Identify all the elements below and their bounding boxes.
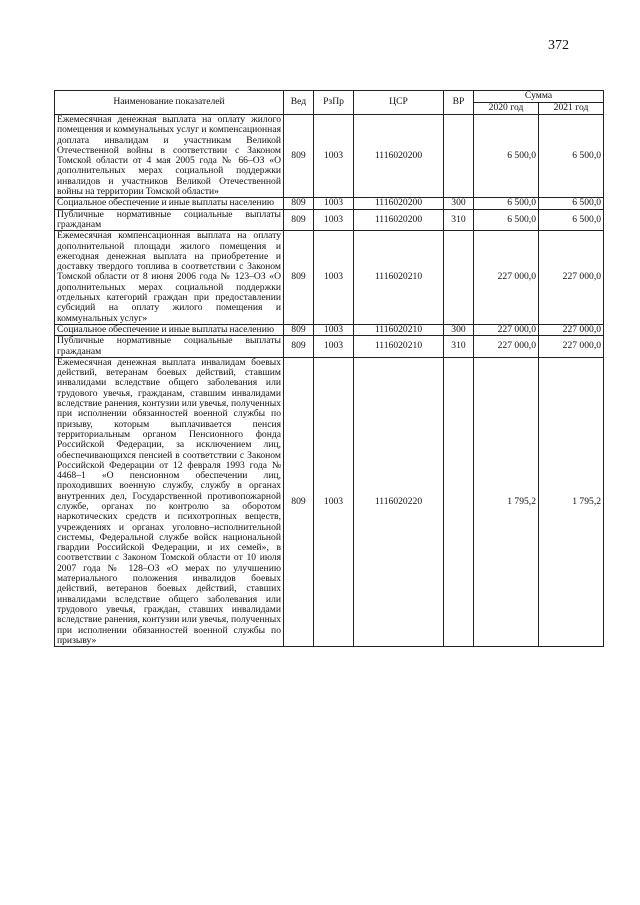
row-ved: 809 [284, 231, 314, 325]
row-rzpr: 1003 [314, 324, 354, 335]
header-ved: Вед [284, 91, 314, 115]
row-vr: 300 [444, 324, 474, 335]
row-ved: 809 [284, 336, 314, 358]
row-sum-2021: 6 500,0 [539, 209, 604, 231]
row-sum-2020: 227 000,0 [474, 231, 539, 325]
row-sum-2020: 227 000,0 [474, 336, 539, 358]
row-sum-2020: 6 500,0 [474, 198, 539, 209]
row-vr [444, 357, 474, 646]
table-row [55, 209, 604, 231]
row-csr: 1116020220 [354, 357, 444, 646]
row-rzpr: 1003 [314, 198, 354, 209]
row-csr: 1116020200 [354, 115, 444, 198]
row-sum-2021: 227 000,0 [539, 336, 604, 358]
table-row [55, 231, 604, 325]
row-name: Ежемесячная денежная выплата инвалидам боевых действий, ветеранам боевых действий, ставшим инвалидами вследствие общего заболевания или трудового увечья, гражданам, ставшим инвалидами вследствие ранения, контузии или увечья, полученных при исполнении обязанностей военной службы по призыву, которым выплачивается пенсия территориальным органом Пенсионного фонда Российской Федерации, за исключением лиц, обеспечивающихся пенсией в соответствии с Законом Российской Федерации от 12 февраля 1993 года № 4468–1 «О пенсионном обеспечении лиц, проходивших военную службу, службу в органах внутренних дел, Государственной противопожарной службе, органах по контролю за оборотом наркотических средств и психотропных веществ, учреждениях и органах уголовно–исполнительной системы, Федеральной службе войск национальной гвардии Российской Федерации, и их семей», в соответствии с Законом Томской области от 10 июля 2007 года № 128–ОЗ «О мерах по улучшению материального положения инвалидов боевых действий, ветеранов боевых действий, ставших инвалидами вследствие общего заболевания или трудового увечья, граждан, ставших инвалидами вследствие ранения, контузии или увечья, полученных при исполнении обязанностей военной службы по призыву» [55, 357, 284, 646]
row-rzpr: 1003 [314, 231, 354, 325]
row-rzpr: 1003 [314, 209, 354, 231]
header-vr: ВР [444, 91, 474, 115]
row-sum-2020: 6 500,0 [474, 209, 539, 231]
table-row [55, 115, 604, 198]
row-name: Публичные нормативные социальные выплаты гражданам [55, 209, 284, 231]
row-csr: 1116020200 [354, 198, 444, 209]
header-sum: Сумма [474, 91, 604, 103]
row-vr: 310 [444, 336, 474, 358]
row-sum-2020: 1 795,2 [474, 357, 539, 646]
row-name: Социальное обеспечение и иные выплаты населению [55, 324, 284, 335]
table-row [55, 357, 604, 646]
row-rzpr: 1003 [314, 357, 354, 646]
row-sum-2020: 227 000,0 [474, 324, 539, 335]
row-ved: 809 [284, 357, 314, 646]
row-vr [444, 115, 474, 198]
row-name: Публичные нормативные социальные выплаты гражданам [55, 336, 284, 358]
header-name: Наименование показателей [55, 91, 284, 115]
row-name: Ежемесячная компенсационная выплата на оплату дополнительной площади жилого помещения и ежегодная денежная выплата на приобретение и доставку твердого топлива в соответствии с Законом Томской области от 8 июня 2006 года № 123–ОЗ «О дополнительных мерах социальной поддержки отдельных категорий граждан при предоставлении субсидий на оплату жилого помещения и коммунальных услуг» [55, 231, 284, 325]
row-rzpr: 1003 [314, 115, 354, 198]
row-ved: 809 [284, 198, 314, 209]
row-vr [444, 231, 474, 325]
table-row [55, 324, 604, 335]
row-csr: 1116020200 [354, 209, 444, 231]
row-sum-2021: 227 000,0 [539, 324, 604, 335]
row-vr: 310 [444, 209, 474, 231]
table-row [55, 336, 604, 358]
row-csr: 1116020210 [354, 231, 444, 325]
row-sum-2021: 227 000,0 [539, 231, 604, 325]
row-ved: 809 [284, 324, 314, 335]
header-year-2021: 2021 год [539, 103, 604, 115]
row-vr: 300 [444, 198, 474, 209]
row-sum-2020: 6 500,0 [474, 115, 539, 198]
budget-table [54, 90, 604, 647]
row-rzpr: 1003 [314, 336, 354, 358]
row-name: Социальное обеспечение и иные выплаты населению [55, 198, 284, 209]
row-csr: 1116020210 [354, 324, 444, 335]
header-rzpr: РзПр [314, 91, 354, 115]
row-sum-2021: 6 500,0 [539, 115, 604, 198]
row-ved: 809 [284, 115, 314, 198]
header-row-top [55, 91, 604, 103]
row-sum-2021: 1 795,2 [539, 357, 604, 646]
row-ved: 809 [284, 209, 314, 231]
page-number: 372 [548, 38, 569, 53]
header-csr: ЦСР [354, 91, 444, 115]
header-year-2020: 2020 год [474, 103, 539, 115]
table-row [55, 198, 604, 209]
row-name: Ежемесячная денежная выплата на оплату жилого помещения и коммунальных услуг и компенсационная доплата инвалидам и участникам Великой Отечественной войны в соответствии с Законом Томской области от 4 мая 2005 года № 66–ОЗ «О дополнительных мерах социальной поддержки инвалидов и участников Великой Отечественной войны на территории Томской области» [55, 115, 284, 198]
row-sum-2021: 6 500,0 [539, 198, 604, 209]
row-csr: 1116020210 [354, 336, 444, 358]
